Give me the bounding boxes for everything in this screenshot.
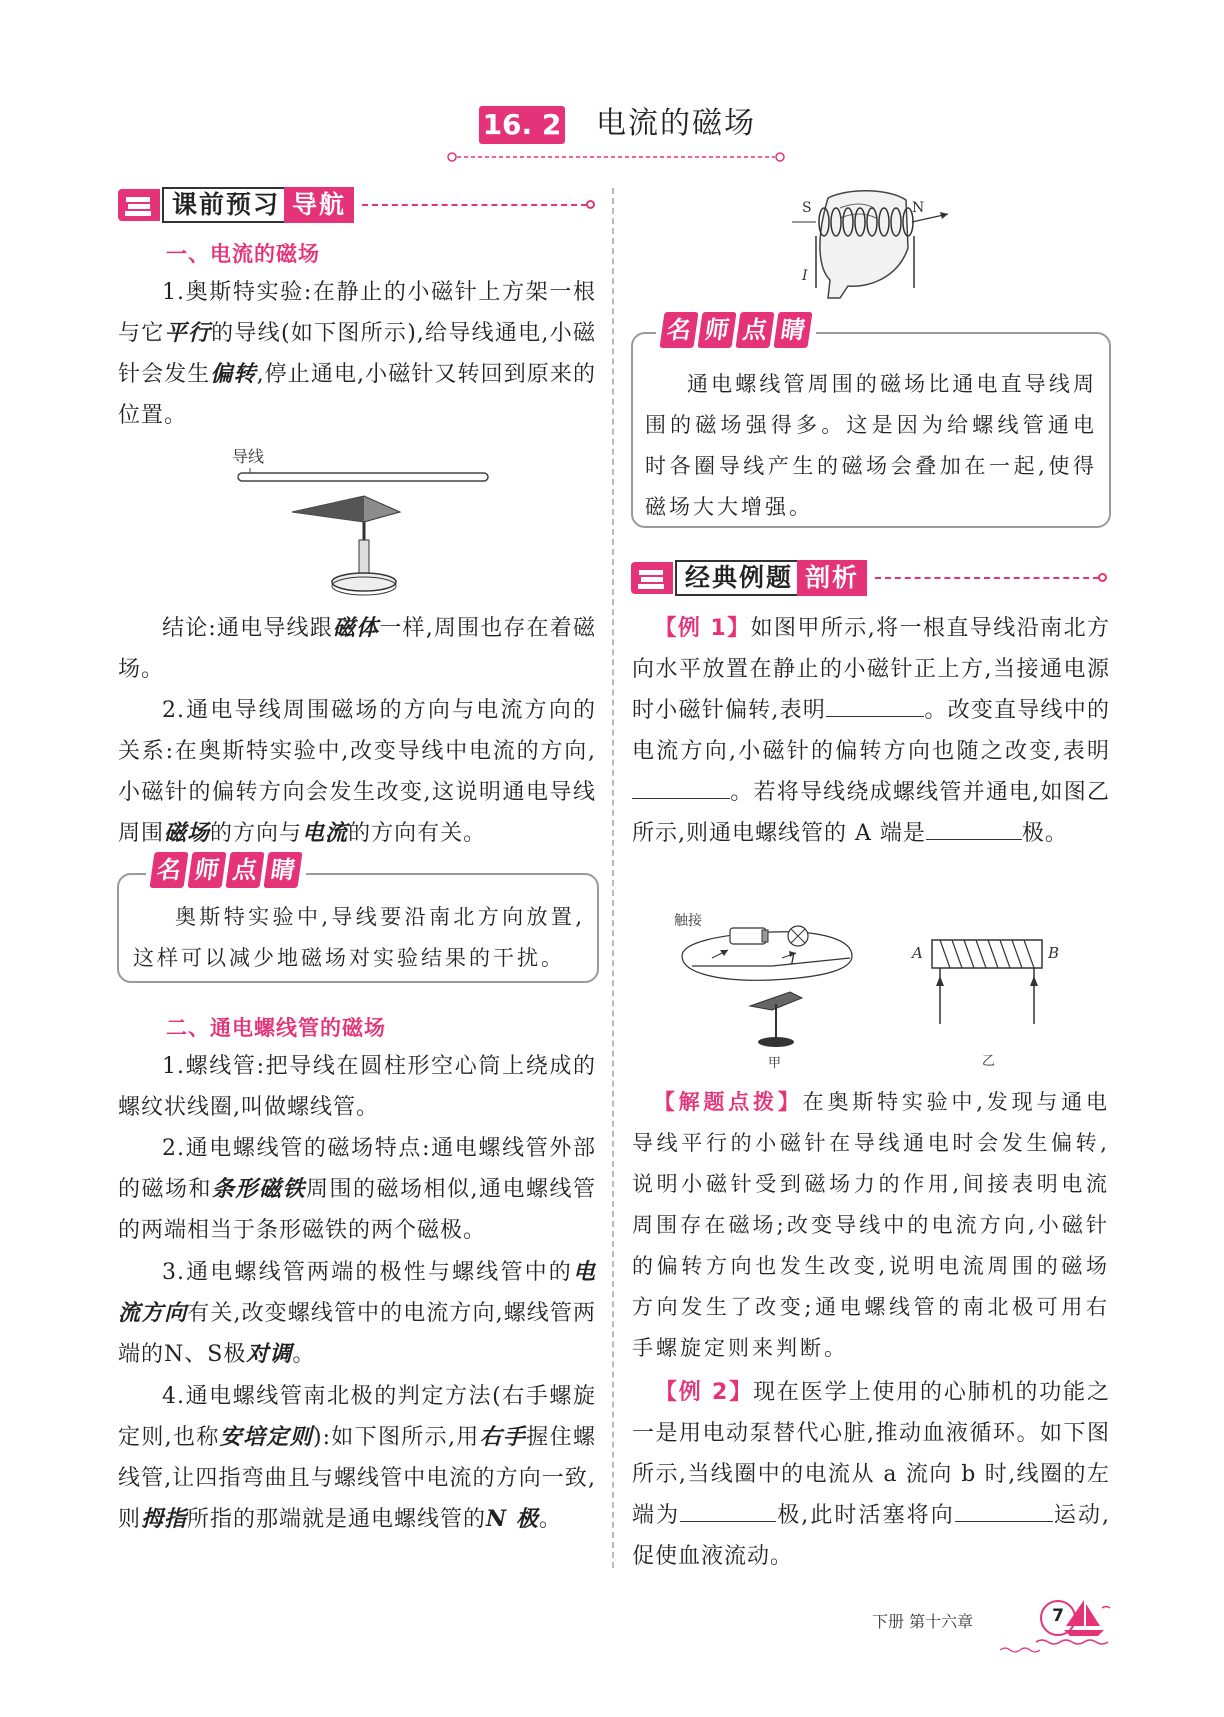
banner-label-main: 课前预习 [162,187,290,223]
keyword: 电流方向 [118,1259,596,1326]
banner-dash-line [875,577,1099,579]
keyword: N 极 [486,1506,539,1532]
text: 。 [292,1342,316,1367]
example-2 [632,1372,1110,1577]
text: 一样,周围也存在着磁场。 [118,616,596,682]
text: 极,此时活塞将向 [776,1503,955,1528]
answer-blank[interactable] [955,1496,1053,1522]
banner-tag [631,562,673,594]
text: 4.通电螺线管南北极的判定方法(右手螺旋定则,也称 [118,1384,596,1450]
right-hand-rule-figure [788,188,958,300]
touch-label: 触接 [674,913,702,929]
paragraph-direction-relation [118,690,596,854]
text: 握住螺线管,让四指弯曲且与螺线管中电流的方向一致,则 [118,1425,596,1532]
text: 的导线(如下图所示),给导线通电,小磁针会发生 [118,321,596,387]
example-label: 【例 2】 [654,1380,754,1405]
south-pole-label: S [802,200,812,216]
current-label: I [790,952,796,968]
text: 在奥斯特实验中,发现与通电导线平行的小磁针在导线通电时会发生偏转,说明小磁针受到磁场力的作用,间接表明电流周围存在磁场;改变导线中的电流方向,小磁针的偏转方向也发生改变,说明电流周围的磁场方向发生了改变;通电螺线管的南北极可用右手螺旋定则来判断。 [632,1090,1111,1360]
keyword: 对调 [246,1341,293,1367]
paragraph-solenoid-def: 1.螺线管:把导线在圆柱形空心筒上绕成的螺纹状线圈,叫做螺线管。 [118,1054,596,1120]
keyword: 条形磁铁 [212,1176,306,1202]
text: 现在医学上使用的心肺机的功能之一是用电动泵替代心脏,推动血液循环。如下图所示,当线圈中的电流从 a 流向 b 时,线圈的左端为 [632,1380,1110,1528]
text: 结论:通电导线跟 [162,616,333,641]
footer-chapter: 下册 第十六章 [872,1612,974,1631]
keyword: 右手 [479,1424,527,1450]
keyword: 安培定则 [219,1424,313,1450]
figure-b [906,926,1076,1069]
tip-char: 师 [697,312,736,348]
section-number: 16. 2 [479,106,565,144]
text: 3.通电螺线管两端的极性与螺线管中的 [162,1260,573,1285]
title-underline-ornament [446,151,786,163]
tip-char: 点 [225,852,264,888]
example-label: 【例 1】 [654,616,751,641]
wire-compass-diagram [228,440,498,600]
paragraph-solenoid-field [118,1128,596,1251]
answer-blank[interactable] [680,1496,776,1522]
solution-label: 【解题点拨】 [653,1090,803,1114]
subheading-current-magnetic-field: 一、电流的磁场 [166,242,320,266]
end-b-label: B [1048,944,1060,962]
text: 运动,促使血液流动。 [632,1503,1111,1569]
tip-char: 师 [187,852,226,888]
hand-solenoid-diagram [788,188,958,300]
keyword: 电流 [302,820,349,846]
text: 的方向有关。 [348,821,487,846]
keyword: 拇指 [141,1506,188,1532]
banner-label-main: 经典例题 [675,560,803,596]
keyword: 偏转 [210,361,257,387]
text: 。若将导线绕成螺线管并通电,如图乙所示,则通电螺线管的 A 端是 [632,780,1110,846]
page-number-badge [1036,1596,1116,1648]
figure-a [672,906,872,1071]
answer-blank[interactable] [926,814,1022,840]
books-icon [637,568,667,590]
keyword: 磁场 [164,820,211,846]
tip-text: 通电螺线管周围的磁场比通电直导线周围的磁场强得多。这是因为给螺线管通电时各圈导线产生的磁场会叠加在一起,使得磁场大大增强。 [645,372,1097,519]
text: 2.通电导线周围磁场的方向与电流方向的关系:在奥斯特实验中,改变导线中电流的方向,小磁针的偏转方向会发生改变,这说明通电导线周围 [118,698,596,846]
figure-a-caption: 甲 [768,1056,782,1071]
footer-wave [1000,1640,1040,1650]
tip-text: 奥斯特实验中,导线要沿南北方向放置,这样可以减少地磁场对实验结果的干扰。 [133,905,585,970]
tip-char: 名 [149,852,188,888]
oersted-figure [228,440,498,600]
teacher-tip-box-2 [631,332,1111,528]
examples-banner [631,558,1111,598]
current-label: I [802,268,808,284]
text: 周围的磁场相似,通电螺线管的两端相当于条形磁铁的两个磁极。 [118,1177,596,1243]
wire-label: 导线 [232,447,265,466]
end-a-label: A [912,944,923,962]
preview-banner [118,185,598,225]
page-number: 7 [1052,1606,1064,1626]
text: 有关,改变螺线管中的电流方向,螺线管两端的N、S极 [118,1301,596,1367]
text: 如图甲所示,将一根直导线沿南北方向水平放置在静止的小磁针正上方,当接通电源时小磁针偏转,表明 [632,616,1111,723]
column-divider [612,188,614,1568]
sailboat-icon [1036,1596,1116,1648]
north-pole-label: N [912,200,925,216]
circuit-compass-diagram [672,906,872,1066]
banner-dash-end [586,200,595,209]
tip-char: 点 [735,312,774,348]
text: 2.通电螺线管的磁场特点:通电螺线管外部的磁场和 [118,1136,596,1202]
banner-label-accent: 导航 [284,187,354,223]
solution-hint [632,1082,1110,1369]
text: ,停止通电,小磁针又转回到原来的位置。 [118,362,596,428]
text: 。 [538,1507,562,1532]
figure-b-caption: 乙 [982,1054,996,1069]
keyword: 磁体 [332,615,380,641]
text: 极。 [1021,821,1068,846]
books-icon [124,195,154,217]
text: 所指的那端就是通电螺线管的 [187,1507,487,1532]
keyword: 平行 [164,320,212,346]
answer-blank[interactable] [632,773,730,799]
text: 。改变直导线中的电流方向,小磁针的偏转方向也随之改变,表明 [632,698,1110,764]
paragraph-oersted [118,272,596,436]
text: 1.奥斯特实验:在静止的小磁针上方架一根与它 [118,280,596,346]
banner-dash-end [1098,573,1107,582]
text: ):如下图所示,用 [312,1425,480,1450]
paragraph-solenoid-polarity [118,1252,596,1375]
tip-char: 睛 [773,312,812,348]
example-1 [632,608,1110,854]
banner-label-accent: 剖析 [797,560,867,596]
section-title: 电流的磁场 [596,106,756,141]
banner-tag [118,189,160,221]
answer-blank[interactable] [826,691,924,717]
paragraph-right-hand-rule [118,1376,596,1540]
section-header [0,96,1224,156]
teacher-tip-heading [656,312,816,352]
tip-char: 睛 [263,852,302,888]
tip-char: 名 [659,312,698,348]
teacher-tip-heading [146,852,306,892]
text: 的方向与 [210,821,303,846]
wave-decoration [1000,1645,1040,1655]
banner-dash-line [362,204,587,206]
paragraph-conclusion [118,608,596,690]
subheading-solenoid: 二、通电螺线管的磁场 [166,1016,386,1040]
